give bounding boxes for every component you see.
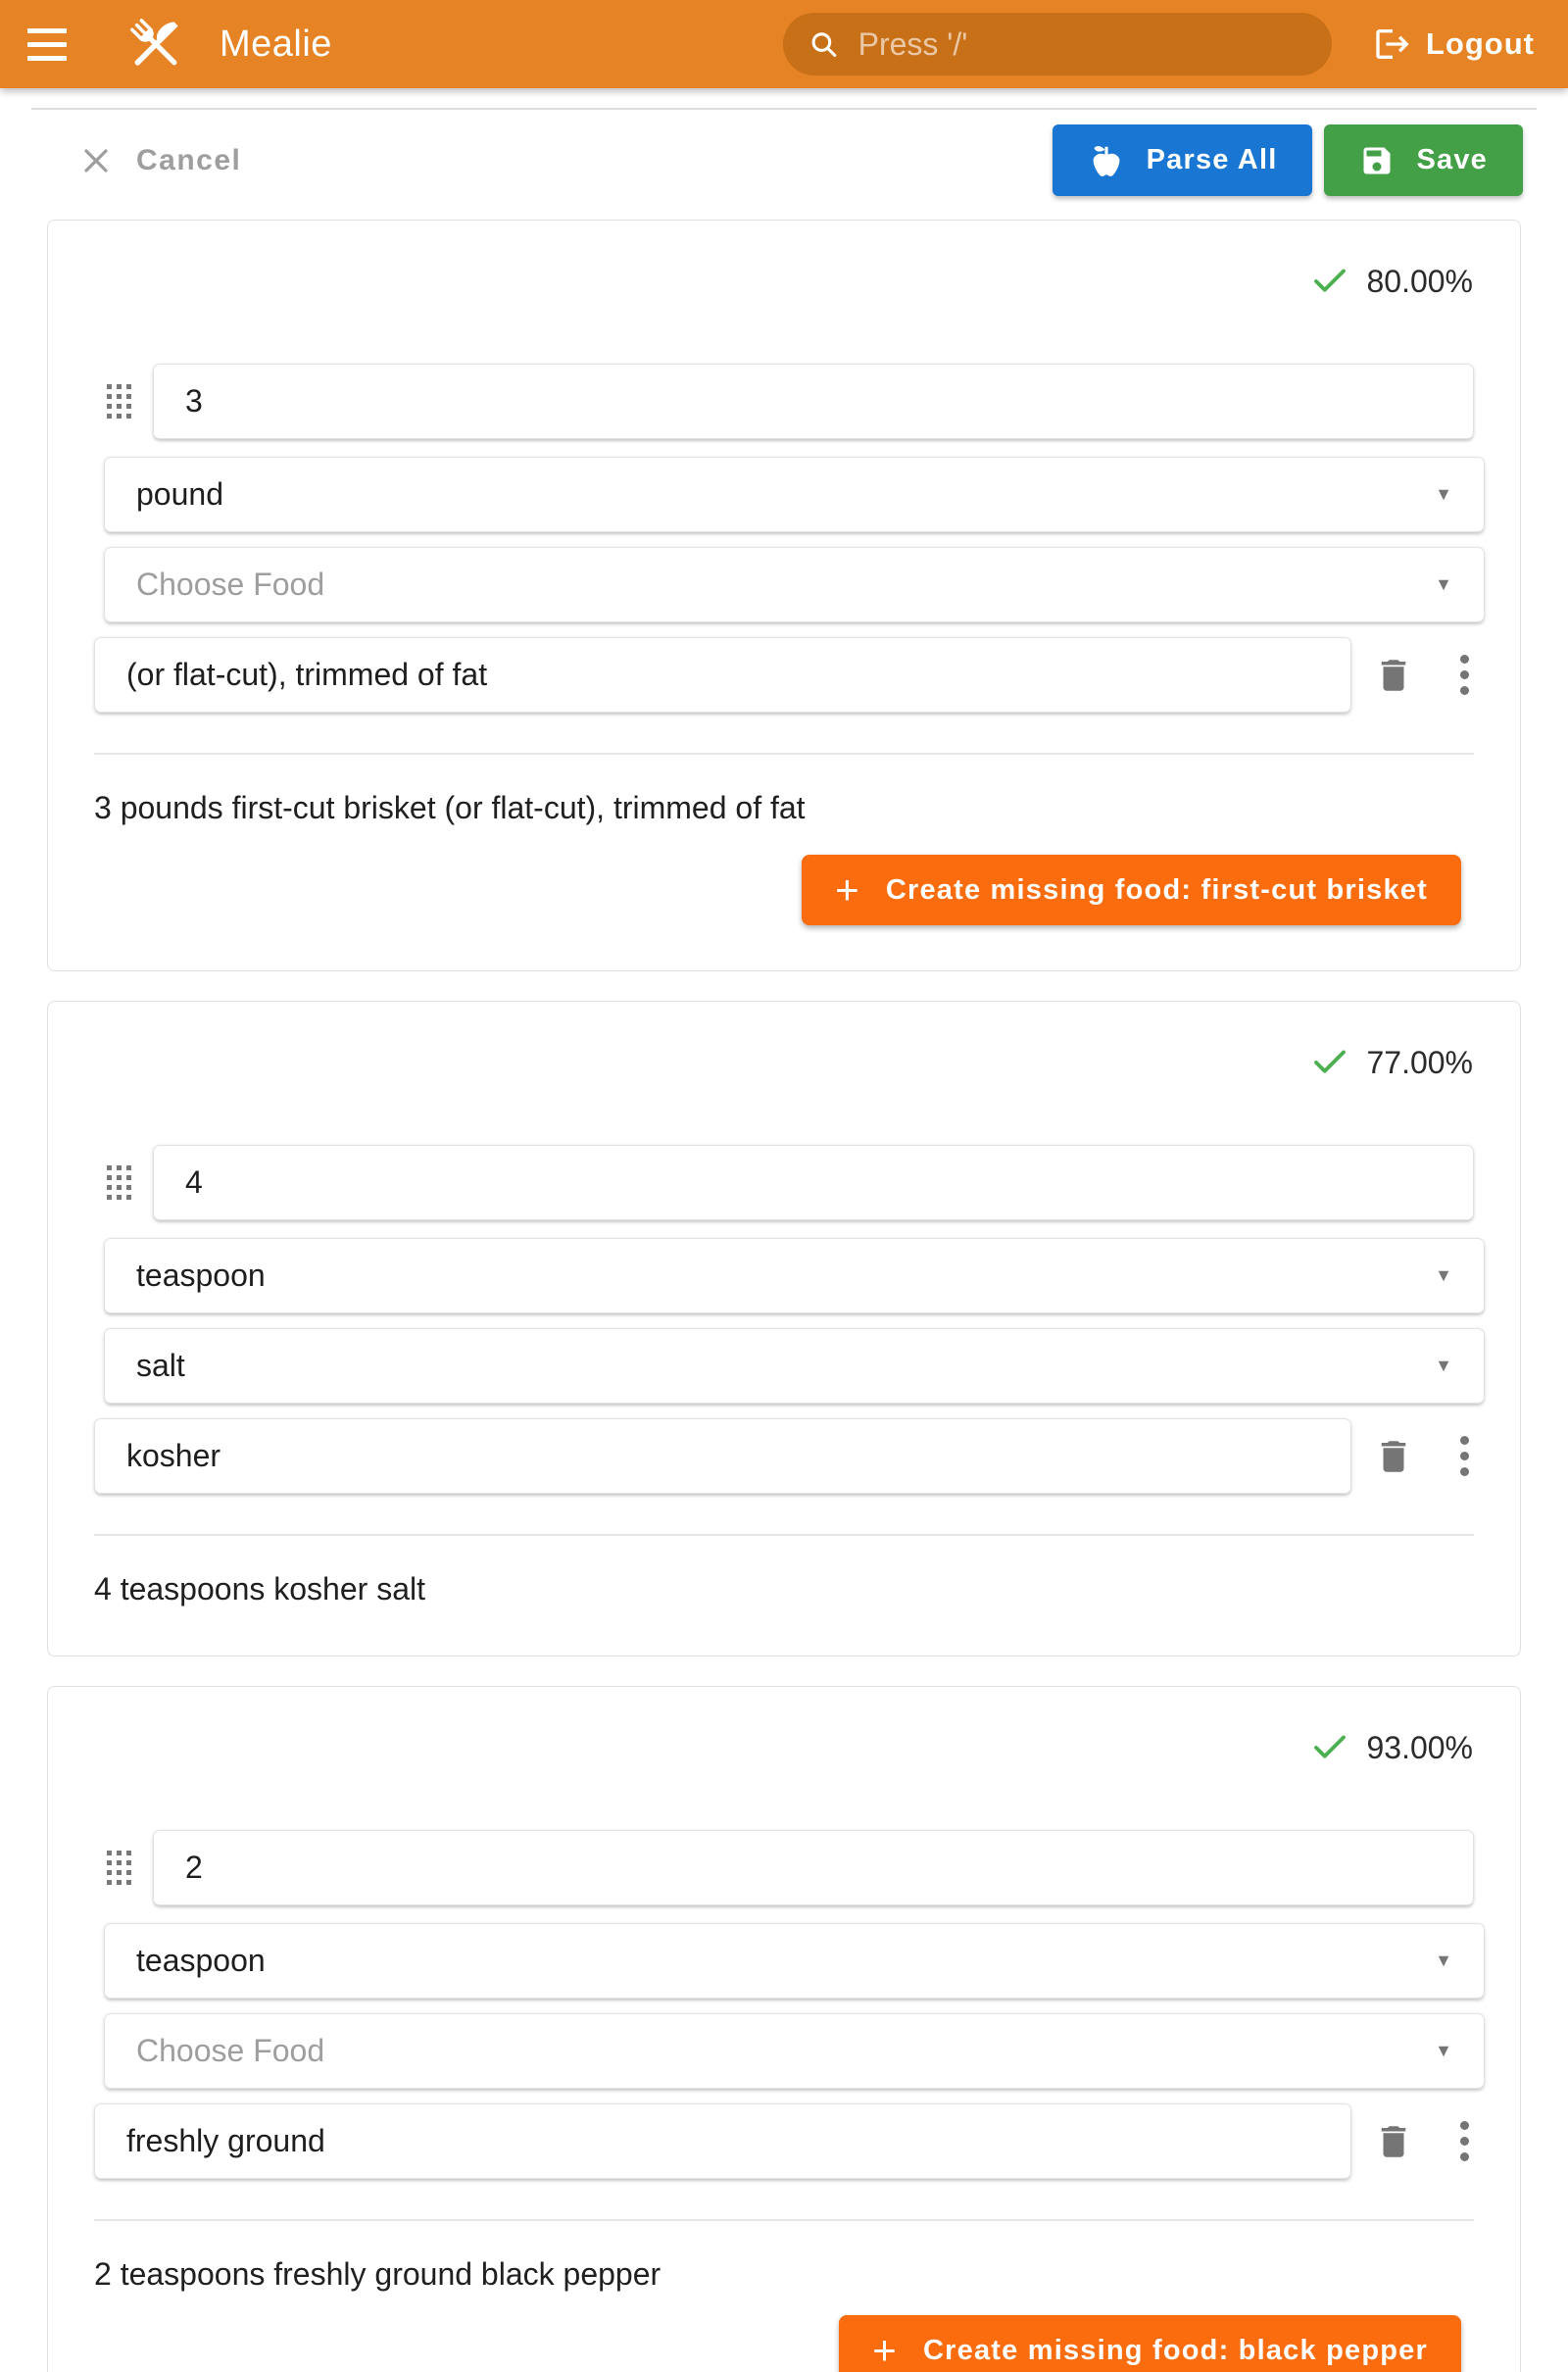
logout-label: Logout	[1425, 26, 1535, 61]
kebab-menu-icon	[1457, 1434, 1471, 1479]
ingredient-card	[47, 220, 1521, 971]
parse-all-button[interactable]	[1053, 124, 1313, 196]
unit-value: teaspoon	[136, 1258, 266, 1293]
plus-icon: +	[872, 2327, 898, 2372]
note-input[interactable]	[94, 637, 1351, 713]
logout-button[interactable]	[1367, 17, 1541, 72]
more-options-button[interactable]	[1457, 653, 1471, 698]
food-select[interactable]	[104, 1328, 1485, 1404]
save-button[interactable]	[1324, 124, 1523, 196]
create-missing-food-label: Create missing food: first-cut brisket	[885, 873, 1428, 906]
cancel-label: Cancel	[136, 143, 242, 176]
divider	[94, 753, 1474, 755]
drag-handle-icon[interactable]	[107, 1165, 131, 1200]
confidence-value: 77.00%	[1366, 1044, 1473, 1080]
check-icon	[1309, 1727, 1350, 1768]
search-bar[interactable]	[783, 13, 1332, 75]
create-missing-food-label: Create missing food: black pepper	[923, 2334, 1428, 2366]
trash-icon	[1373, 2121, 1414, 2162]
save-icon	[1359, 143, 1395, 178]
close-icon	[81, 146, 111, 175]
note-input[interactable]	[94, 1418, 1351, 1494]
delete-button[interactable]	[1372, 655, 1415, 696]
divider	[31, 108, 1537, 110]
quantity-input[interactable]	[153, 364, 1474, 439]
quantity-input[interactable]	[153, 1830, 1474, 1905]
parser-toolbar	[81, 124, 1523, 196]
unit-select[interactable]	[104, 1923, 1485, 1999]
original-ingredient-text: 4 teaspoons kosher salt	[94, 1571, 425, 1606]
chevron-down-icon: ▼	[1435, 2041, 1452, 2060]
cancel-button[interactable]	[81, 144, 241, 177]
unit-select[interactable]	[104, 1238, 1485, 1313]
unit-value: teaspoon	[136, 1943, 266, 1978]
original-ingredient-text: 2 teaspoons freshly ground black pepper	[94, 2256, 662, 2292]
kebab-menu-icon	[1457, 2119, 1471, 2164]
app-header	[0, 0, 1568, 88]
chevron-down-icon: ▼	[1435, 574, 1452, 594]
ingredient-card	[47, 1001, 1521, 1656]
drag-handle-icon[interactable]	[107, 1851, 131, 1885]
quantity-input[interactable]	[153, 1145, 1474, 1220]
chevron-down-icon: ▼	[1435, 1356, 1452, 1375]
check-icon	[1309, 1042, 1350, 1083]
create-missing-food-button[interactable]	[839, 2315, 1461, 2372]
unit-value: pound	[136, 476, 223, 512]
save-label: Save	[1416, 144, 1488, 175]
unit-select[interactable]	[104, 457, 1485, 532]
logout-icon	[1373, 25, 1412, 64]
drag-handle-icon[interactable]	[107, 384, 131, 419]
trash-icon	[1373, 655, 1414, 696]
create-missing-food-button[interactable]	[802, 855, 1461, 925]
check-icon	[1309, 261, 1350, 302]
kebab-menu-icon	[1457, 653, 1471, 698]
search-icon	[808, 27, 839, 61]
divider	[94, 2219, 1474, 2221]
food-select[interactable]	[104, 547, 1485, 622]
trash-icon	[1373, 1436, 1414, 1477]
more-options-button[interactable]	[1457, 1434, 1471, 1479]
confidence-value: 80.00%	[1366, 263, 1473, 299]
mealie-logo-icon	[122, 10, 190, 78]
original-ingredient-text: 3 pounds first-cut brisket (or flat-cut), trimmed of fat	[94, 790, 806, 825]
divider	[94, 1534, 1474, 1536]
more-options-button[interactable]	[1457, 2119, 1471, 2164]
ingredient-card	[47, 1686, 1521, 2372]
confidence-value: 93.00%	[1366, 1729, 1473, 1765]
parse-all-label: Parse All	[1146, 144, 1278, 175]
food-placeholder: Choose Food	[136, 567, 325, 602]
menu-icon[interactable]	[27, 15, 86, 74]
food-placeholder: Choose Food	[136, 2033, 325, 2068]
food-value: salt	[136, 1348, 185, 1383]
delete-button[interactable]	[1372, 2121, 1415, 2162]
plus-icon: +	[835, 866, 860, 913]
apple-icon	[1088, 142, 1125, 179]
search-input[interactable]	[858, 26, 1306, 63]
food-select[interactable]	[104, 2013, 1485, 2089]
chevron-down-icon: ▼	[1435, 1265, 1452, 1285]
delete-button[interactable]	[1372, 1436, 1415, 1477]
app-title: Mealie	[220, 23, 332, 65]
chevron-down-icon: ▼	[1435, 484, 1452, 504]
note-input[interactable]	[94, 2103, 1351, 2179]
chevron-down-icon: ▼	[1435, 1951, 1452, 1970]
